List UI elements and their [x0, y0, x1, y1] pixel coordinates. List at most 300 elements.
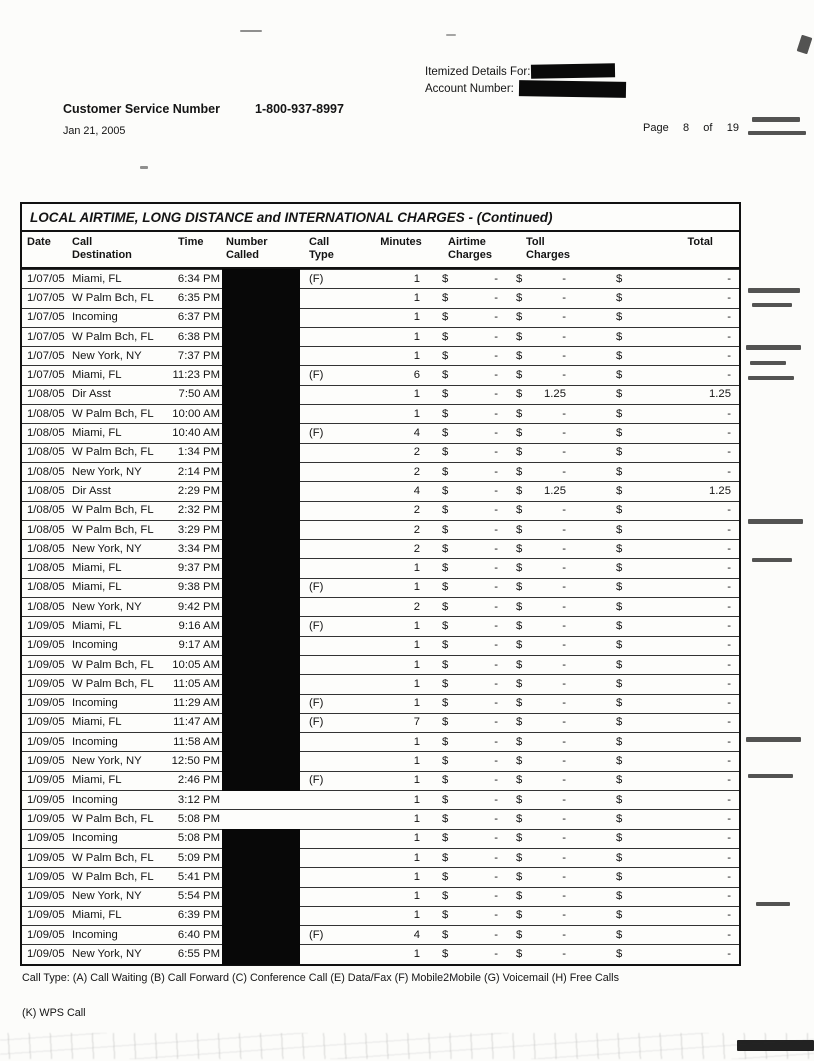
table-header-row [22, 232, 739, 269]
airtime-amount: - [494, 716, 498, 729]
currency-symbol: $ [616, 697, 623, 710]
cell-airtime-charges [434, 829, 512, 848]
cell-total [594, 328, 739, 347]
currency-symbol: $ [442, 388, 449, 401]
cell-airtime-charges [434, 385, 512, 404]
cell-minutes: 2 [413, 446, 420, 459]
cell-time: 11:23 PM [172, 369, 220, 382]
currency-symbol: $ [616, 716, 623, 729]
airtime-amount: - [494, 890, 498, 903]
currency-symbol: $ [516, 291, 523, 304]
cell-number-called [220, 540, 306, 558]
cell-minutes: 1 [413, 851, 420, 864]
cell-date: 1/08/05 [27, 388, 65, 401]
cell-destination: Miami, FL [72, 272, 122, 285]
col-header-time: Time [178, 236, 204, 248]
cell-minutes: 1 [413, 755, 420, 768]
currency-symbol: $ [516, 388, 523, 401]
currency-symbol: $ [442, 870, 449, 883]
currency-symbol: $ [442, 369, 449, 382]
currency-symbol: $ [616, 909, 623, 922]
cell-toll-charges [512, 559, 594, 578]
cell-date: 1/09/05 [27, 697, 65, 710]
customer-service-label: Customer Service Number [63, 102, 221, 116]
currency-symbol: $ [616, 890, 623, 903]
cell-airtime-charges [434, 771, 512, 790]
redaction-bar [222, 327, 300, 347]
table-row [22, 887, 739, 906]
airtime-amount: - [494, 581, 498, 594]
cell-toll-charges [512, 617, 594, 636]
redaction-bar [222, 520, 300, 540]
airtime-amount: - [494, 658, 498, 671]
cell-number-called [220, 579, 306, 597]
scan-artifact [748, 131, 806, 135]
currency-symbol: $ [616, 735, 623, 748]
toll-amount: - [562, 639, 566, 652]
redaction-bar [222, 829, 300, 849]
cell-minutes: 2 [413, 542, 420, 555]
table-row [22, 404, 739, 423]
cell-airtime-charges [434, 328, 512, 347]
cell-minutes: 1 [413, 388, 420, 401]
redaction-bar [222, 308, 300, 328]
cell-total [594, 906, 739, 925]
scan-artifact [240, 30, 262, 32]
currency-symbol: $ [442, 562, 449, 575]
cell-time: 11:05 AM [173, 677, 220, 690]
cell-toll-charges [512, 771, 594, 790]
cell-total [594, 849, 739, 868]
cell-date: 1/09/05 [27, 851, 65, 864]
cell-minutes: 1 [413, 832, 420, 845]
currency-symbol: $ [616, 504, 623, 517]
currency-symbol: $ [616, 793, 623, 806]
cell-airtime-charges [434, 752, 512, 771]
page-number: 8 [682, 122, 690, 134]
cell-number-called [220, 907, 306, 925]
scan-artifact [748, 519, 803, 524]
cell-total [594, 791, 739, 810]
cell-airtime-charges [434, 463, 512, 482]
currency-symbol: $ [516, 330, 523, 343]
airtime-amount: - [494, 697, 498, 710]
cell-airtime-charges [434, 578, 512, 597]
currency-symbol: $ [616, 349, 623, 362]
cell-destination: W Palm Bch, FL [72, 446, 154, 459]
currency-symbol: $ [442, 774, 449, 787]
cell-time: 7:37 PM [177, 349, 220, 362]
cell-airtime-charges [434, 926, 512, 945]
cell-airtime-charges [434, 675, 512, 694]
cell-toll-charges [512, 733, 594, 752]
toll-amount: - [562, 812, 566, 825]
cell-total [594, 443, 739, 462]
cell-minutes: 1 [413, 870, 420, 883]
cell-time: 6:40 PM [177, 928, 220, 941]
table-row [22, 906, 739, 925]
toll-amount: - [562, 272, 566, 285]
cell-destination: Dir Asst [72, 388, 111, 401]
cell-destination: Incoming [72, 697, 118, 710]
cell-total [594, 656, 739, 675]
table-row [22, 365, 739, 384]
toll-amount: - [562, 948, 566, 961]
toll-amount: - [562, 677, 566, 690]
currency-symbol: $ [442, 735, 449, 748]
toll-amount: - [562, 330, 566, 343]
table-row [22, 636, 739, 655]
cell-time: 9:17 AM [178, 639, 220, 652]
redaction-bar [222, 481, 300, 501]
cell-destination: W Palm Bch, FL [72, 658, 154, 671]
cell-airtime-charges [434, 791, 512, 810]
total-amount: - [727, 407, 731, 420]
cell-total [594, 636, 739, 655]
total-amount: - [727, 291, 731, 304]
currency-symbol: $ [516, 774, 523, 787]
currency-symbol: $ [442, 581, 449, 594]
toll-amount: - [562, 793, 566, 806]
cell-destination: New York, NY [72, 465, 142, 478]
scan-artifact [748, 288, 800, 293]
airtime-amount: - [494, 484, 498, 497]
redaction-bar [222, 636, 300, 656]
cell-call-type: (F) [309, 272, 324, 285]
cell-total [594, 559, 739, 578]
currency-symbol: $ [442, 928, 449, 941]
cell-destination: W Palm Bch, FL [72, 330, 154, 343]
airtime-amount: - [494, 793, 498, 806]
cell-date: 1/08/05 [27, 407, 65, 420]
cell-total [594, 270, 739, 289]
redaction-bar [222, 751, 300, 771]
cell-destination: Miami, FL [72, 774, 122, 787]
cell-number-called [220, 502, 306, 520]
cell-destination: New York, NY [72, 948, 142, 961]
currency-symbol: $ [442, 542, 449, 555]
currency-symbol: $ [516, 832, 523, 845]
page-indicator [643, 122, 739, 134]
statement-date: Jan 21, 2005 [63, 125, 126, 137]
airtime-amount: - [494, 349, 498, 362]
cell-date: 1/08/05 [27, 562, 65, 575]
scan-artifact [756, 902, 790, 906]
redaction-bar [222, 539, 300, 559]
cell-toll-charges [512, 810, 594, 829]
cell-destination: New York, NY [72, 890, 142, 903]
total-amount: - [727, 581, 731, 594]
table-row [22, 771, 739, 790]
cell-destination: Miami, FL [72, 427, 122, 440]
cell-destination: W Palm Bch, FL [72, 812, 154, 825]
page-of-label: of [703, 122, 713, 134]
cell-total [594, 289, 739, 308]
currency-symbol: $ [442, 890, 449, 903]
cell-total [594, 501, 739, 520]
total-amount: 1.25 [709, 484, 731, 497]
cell-number-called [220, 347, 306, 365]
cell-time: 9:38 PM [177, 581, 220, 594]
airtime-amount: - [494, 272, 498, 285]
cell-number-called [220, 637, 306, 655]
table-row [22, 462, 739, 481]
currency-symbol: $ [516, 658, 523, 671]
redaction-bar [222, 732, 300, 752]
cell-date: 1/08/05 [27, 600, 65, 613]
cell-total [594, 405, 739, 424]
cell-total [594, 810, 739, 829]
scan-artifact [140, 166, 148, 169]
airtime-amount: - [494, 523, 498, 536]
currency-symbol: $ [616, 755, 623, 768]
cell-airtime-charges [434, 366, 512, 385]
cell-date: 1/08/05 [27, 542, 65, 555]
currency-symbol: $ [442, 639, 449, 652]
col-header-destination: Call Destination [72, 236, 132, 261]
cell-total [594, 829, 739, 848]
cell-number-called [220, 849, 306, 867]
cell-airtime-charges [434, 733, 512, 752]
total-amount: - [727, 677, 731, 690]
cell-destination: New York, NY [72, 755, 142, 768]
cell-minutes: 4 [413, 427, 420, 440]
customer-service-number: 1-800-937-8997 [255, 102, 344, 116]
redaction-bar [222, 944, 300, 964]
cell-airtime-charges [434, 501, 512, 520]
toll-amount: - [562, 562, 566, 575]
cell-minutes: 1 [413, 272, 420, 285]
cell-destination: Incoming [72, 793, 118, 806]
cell-minutes: 1 [413, 311, 420, 324]
cell-number-called [220, 675, 306, 693]
cell-number-called [220, 945, 306, 963]
currency-symbol: $ [616, 330, 623, 343]
cell-airtime-charges [434, 540, 512, 559]
table-row [22, 269, 739, 288]
cell-total [594, 347, 739, 366]
cell-airtime-charges [434, 405, 512, 424]
cell-toll-charges [512, 752, 594, 771]
col-header-toll: Toll Charges [526, 236, 571, 261]
cell-date: 1/09/05 [27, 948, 65, 961]
redaction-bar [222, 694, 300, 714]
currency-symbol: $ [442, 523, 449, 536]
toll-amount: - [562, 369, 566, 382]
cell-date: 1/09/05 [27, 909, 65, 922]
cell-airtime-charges [434, 521, 512, 540]
total-amount: - [727, 928, 731, 941]
cell-destination: W Palm Bch, FL [72, 407, 154, 420]
currency-symbol: $ [442, 851, 449, 864]
airtime-amount: - [494, 832, 498, 845]
redaction-bar [222, 346, 300, 366]
cell-toll-charges [512, 482, 594, 501]
table-row [22, 443, 739, 462]
cell-minutes: 1 [413, 349, 420, 362]
cell-airtime-charges [434, 559, 512, 578]
currency-symbol: $ [516, 369, 523, 382]
currency-symbol: $ [516, 542, 523, 555]
cell-number-called [220, 868, 306, 886]
currency-symbol: $ [442, 600, 449, 613]
currency-symbol: $ [516, 697, 523, 710]
cell-toll-charges [512, 906, 594, 925]
redaction-bar [222, 443, 300, 463]
total-amount: - [727, 755, 731, 768]
redaction-bar [222, 558, 300, 578]
cell-destination: W Palm Bch, FL [72, 677, 154, 690]
toll-amount: - [562, 600, 566, 613]
cell-destination: Incoming [72, 639, 118, 652]
cell-destination: Miami, FL [72, 620, 122, 632]
cell-date: 1/08/05 [27, 581, 65, 594]
col-header-date: Date [27, 236, 51, 248]
currency-symbol: $ [516, 812, 523, 825]
cell-destination: Incoming [72, 735, 118, 748]
itemized-details-label: Itemized Details For: [425, 66, 531, 78]
cell-minutes: 1 [413, 677, 420, 690]
cell-date: 1/09/05 [27, 793, 65, 806]
redaction-bar [222, 867, 300, 887]
currency-symbol: $ [616, 523, 623, 536]
cell-airtime-charges [434, 270, 512, 289]
cell-minutes: 7 [413, 716, 420, 729]
airtime-amount: - [494, 446, 498, 459]
redaction-bar [222, 713, 300, 733]
cell-total [594, 385, 739, 404]
cell-number-called [220, 463, 306, 481]
table-row [22, 616, 739, 635]
redacted-account-number [519, 80, 626, 98]
total-amount: - [727, 697, 731, 710]
cell-toll-charges [512, 289, 594, 308]
cell-call-type: (F) [309, 620, 324, 632]
currency-symbol: $ [442, 330, 449, 343]
cell-destination: W Palm Bch, FL [72, 851, 154, 864]
cell-toll-charges [512, 829, 594, 848]
total-amount: - [727, 620, 731, 632]
total-amount: - [727, 890, 731, 903]
scan-artifact [748, 774, 793, 778]
redaction-bar [222, 501, 300, 521]
airtime-amount: - [494, 330, 498, 343]
cell-total [594, 713, 739, 732]
cell-number-called [220, 270, 306, 288]
cell-time: 9:37 PM [177, 562, 220, 575]
table-row [22, 481, 739, 500]
cell-time: 5:54 PM [177, 890, 220, 903]
cell-time: 7:50 AM [178, 388, 220, 401]
currency-symbol: $ [516, 909, 523, 922]
toll-amount: - [562, 504, 566, 517]
currency-symbol: $ [442, 832, 449, 845]
cell-time: 3:29 PM [177, 523, 220, 536]
cell-total [594, 945, 739, 964]
airtime-amount: - [494, 755, 498, 768]
currency-symbol: $ [516, 581, 523, 594]
currency-symbol: $ [442, 504, 449, 517]
cell-airtime-charges [434, 636, 512, 655]
currency-symbol: $ [442, 948, 449, 961]
cell-call-type: (F) [309, 581, 324, 594]
cell-airtime-charges [434, 443, 512, 462]
airtime-amount: - [494, 465, 498, 478]
cell-total [594, 733, 739, 752]
cell-toll-charges [512, 463, 594, 482]
redaction-bar [222, 655, 300, 675]
currency-symbol: $ [516, 407, 523, 420]
currency-symbol: $ [616, 620, 623, 632]
cell-number-called [220, 482, 306, 500]
cell-toll-charges [512, 501, 594, 520]
cell-minutes: 1 [413, 890, 420, 903]
cell-total [594, 752, 739, 771]
airtime-amount: - [494, 407, 498, 420]
cell-total [594, 521, 739, 540]
cell-minutes: 2 [413, 504, 420, 517]
scan-artifact [797, 35, 813, 55]
cell-call-type: (F) [309, 697, 324, 710]
currency-symbol: $ [516, 870, 523, 883]
cell-destination: Incoming [72, 928, 118, 941]
cell-airtime-charges [434, 347, 512, 366]
table-row [22, 829, 739, 848]
page-total: 19 [726, 122, 739, 134]
cell-toll-charges [512, 308, 594, 327]
cell-total [594, 482, 739, 501]
scan-artifact [446, 34, 456, 36]
cell-minutes: 1 [413, 639, 420, 652]
cell-date: 1/09/05 [27, 677, 65, 690]
currency-symbol: $ [516, 948, 523, 961]
airtime-amount: - [494, 388, 498, 401]
cell-number-called [220, 830, 306, 848]
total-amount: - [727, 446, 731, 459]
currency-symbol: $ [616, 272, 623, 285]
cell-time: 2:32 PM [177, 504, 220, 517]
cell-time: 2:46 PM [177, 774, 220, 787]
redaction-bar [222, 288, 300, 308]
cell-time: 9:42 PM [177, 600, 220, 613]
currency-symbol: $ [516, 311, 523, 324]
cell-date: 1/09/05 [27, 620, 65, 632]
airtime-amount: - [494, 639, 498, 652]
cell-total [594, 617, 739, 636]
cell-date: 1/08/05 [27, 446, 65, 459]
cell-airtime-charges [434, 810, 512, 829]
cell-time: 5:08 PM [177, 832, 220, 845]
cell-number-called [220, 309, 306, 327]
redacted-itemized-value [531, 63, 615, 78]
currency-symbol: $ [442, 909, 449, 922]
total-amount: 1.25 [709, 388, 731, 401]
cell-time: 6:35 PM [177, 291, 220, 304]
airtime-amount: - [494, 600, 498, 613]
table-row [22, 288, 739, 307]
cell-toll-charges [512, 328, 594, 347]
currency-symbol: $ [442, 658, 449, 671]
cell-minutes: 1 [413, 812, 420, 825]
table-row [22, 385, 739, 404]
cell-number-called [220, 366, 306, 384]
cell-toll-charges [512, 656, 594, 675]
call-type-legend: Call Type: (A) Call Waiting (B) Call Forward (C) Conference Call (E) Data/Fax (F) Mobile2Mobile (G) Voicemail (H) Free Calls [22, 972, 619, 984]
currency-symbol: $ [616, 542, 623, 555]
cell-total [594, 463, 739, 482]
airtime-amount: - [494, 311, 498, 324]
toll-amount: 1.25 [544, 484, 566, 497]
